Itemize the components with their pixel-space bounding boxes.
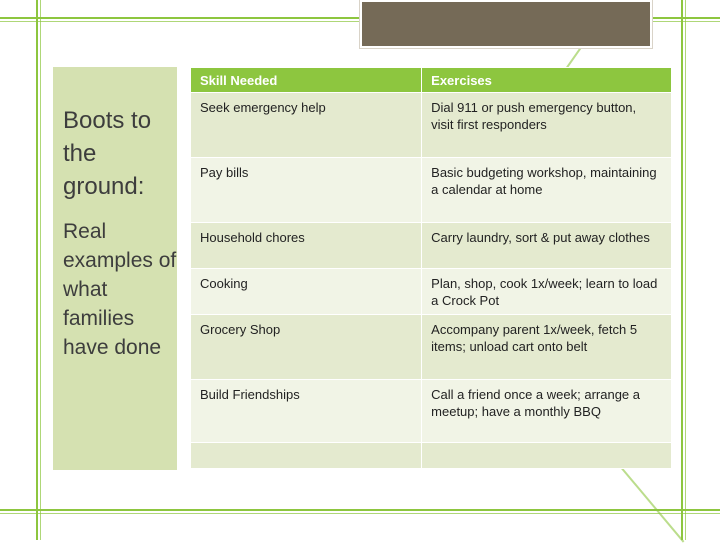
skill-cell: Grocery Shop	[191, 315, 422, 380]
exercise-cell: Carry laundry, sort & put away clothes	[422, 223, 672, 269]
exercise-cell: Call a friend once a week; arrange a meetup; have a monthly BBQ	[422, 380, 672, 443]
table-row	[191, 315, 672, 380]
frame-line-right-inner	[685, 0, 686, 540]
header-skill-needed: Skill Needed	[191, 68, 422, 93]
skills-table	[190, 67, 672, 469]
skill-cell: Pay bills	[191, 158, 422, 223]
skill-cell: Household chores	[191, 223, 422, 269]
table-row	[191, 158, 672, 223]
frame-line-bottom	[0, 509, 720, 511]
side-panel	[53, 67, 177, 470]
frame-line-right	[681, 0, 683, 540]
side-subheading: Real examples of what families have done	[63, 220, 177, 359]
skill-cell: Cooking	[191, 269, 422, 315]
exercise-cell: Accompany parent 1x/week, fetch 5 items; unload cart onto belt	[422, 315, 672, 380]
frame-line-bottom-inner	[0, 513, 720, 514]
exercise-cell: Dial 911 or push emergency button, visit first responders	[422, 93, 672, 158]
table-row	[191, 380, 672, 443]
skill-cell	[191, 443, 422, 469]
frame-line-left	[36, 0, 38, 540]
table-header-row	[191, 68, 672, 93]
skill-cell: Build Friendships	[191, 380, 422, 443]
frame-line-left-inner	[40, 0, 41, 540]
exercise-cell: Plan, shop, cook 1x/week; learn to load a Crock Pot	[422, 269, 672, 315]
skill-cell: Seek emergency help	[191, 93, 422, 158]
table-row	[191, 443, 672, 469]
exercise-cell	[422, 443, 672, 469]
table-row	[191, 269, 672, 315]
table-row	[191, 93, 672, 158]
table-row	[191, 223, 672, 269]
header-exercises: Exercises	[422, 68, 672, 93]
exercise-cell: Basic budgeting workshop, maintaining a calendar at home	[422, 158, 672, 223]
title-placeholder-box	[360, 0, 652, 48]
side-heading: Boots to the ground:	[63, 107, 152, 200]
